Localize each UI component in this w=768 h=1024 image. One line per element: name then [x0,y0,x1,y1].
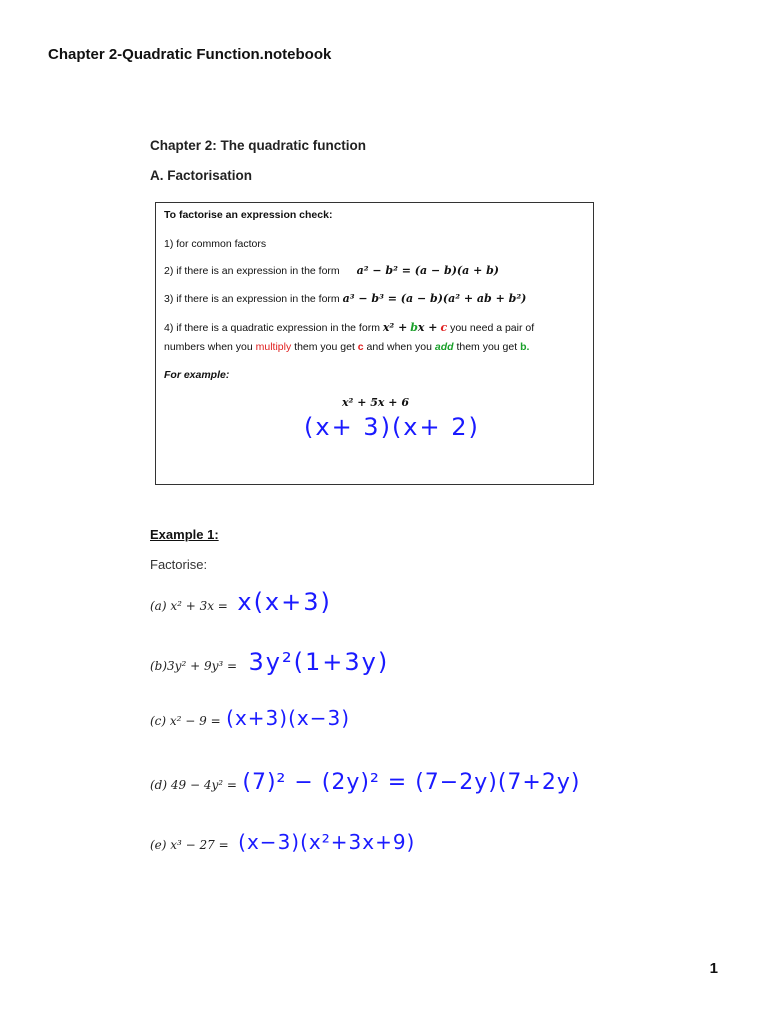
question-e [150,830,415,854]
question-c [150,706,350,730]
rule-4-line-1 [164,321,534,334]
rule-3 [164,292,526,305]
notebook-title: Chapter 2-Quadratic Function.notebook [48,46,332,63]
rule-4-x2: x² + [382,321,408,334]
example-answer-handwritten: (x+ 3)(x+ 2) [304,413,480,441]
answer-b: 3y²(1+3y) [248,648,390,676]
chapter-title: Chapter 2: The quadratic function [150,138,367,153]
answer-d: (7)² − (2y)² = (7−2y)(7+2y) [242,770,581,795]
section-title: A. Factorisation [150,168,253,183]
question-e-text: (e) x³ − 27 = [150,838,229,852]
rule-4-c: c [440,321,448,334]
for-example-label: For example: [164,369,230,381]
question-c-text: (c) x² − 9 = [150,714,221,728]
question-b [150,648,389,676]
rule-4-multiply: multiply [255,341,292,353]
rule-4-add: add [434,341,454,353]
answer-a: x(x+3) [237,588,332,616]
rule-4-text: 4) if there is a quadratic expression in the form [164,322,380,334]
rule-4-tail: you need a pair of [450,322,535,334]
rule-1: 1) for common factors [164,238,267,250]
question-d-text: (d) 49 − 4y² = [150,778,237,792]
factorise-instruction: Factorise: [150,557,208,572]
factorisation-rules-box [155,202,594,485]
rules-intro: To factorise an expression check: [164,209,333,221]
example-label: Example 1: [150,527,219,542]
rule-4-l2c: and when you [366,341,432,353]
example-expression: x² + 5x + 6 [342,396,409,409]
question-a [150,588,332,616]
rule-2-text: 2) if there is an expression in the form [164,265,340,277]
rule-4-b2: b. [520,341,530,353]
rule-4-l2b: them you get [294,341,355,353]
rule-4-b: b [410,321,418,334]
rule-2-formula: a² − b² = (a − b)(a + b) [356,264,500,277]
rule-4-c2: c [357,341,364,353]
question-d [150,770,580,795]
rule-4-l2d: them you get [456,341,518,353]
question-a-text: (a) x² + 3x = [150,599,228,613]
page-number: 1 [709,960,718,977]
answer-c: (x+3)(x−3) [226,706,351,730]
rule-4-l2a: numbers when you [164,341,253,353]
rule-2 [164,264,499,277]
answer-e: (x−3)(x²+3x+9) [238,830,416,854]
rule-3-formula: a³ − b³ = (a − b)(a² + ab + b²) [342,292,527,305]
rule-4-line-2 [164,341,529,353]
rule-3-text: 3) if there is an expression in the form [164,293,340,305]
question-b-text: (b)3y² + 9y³ = [150,659,238,673]
rule-4-x: x + [417,321,438,334]
